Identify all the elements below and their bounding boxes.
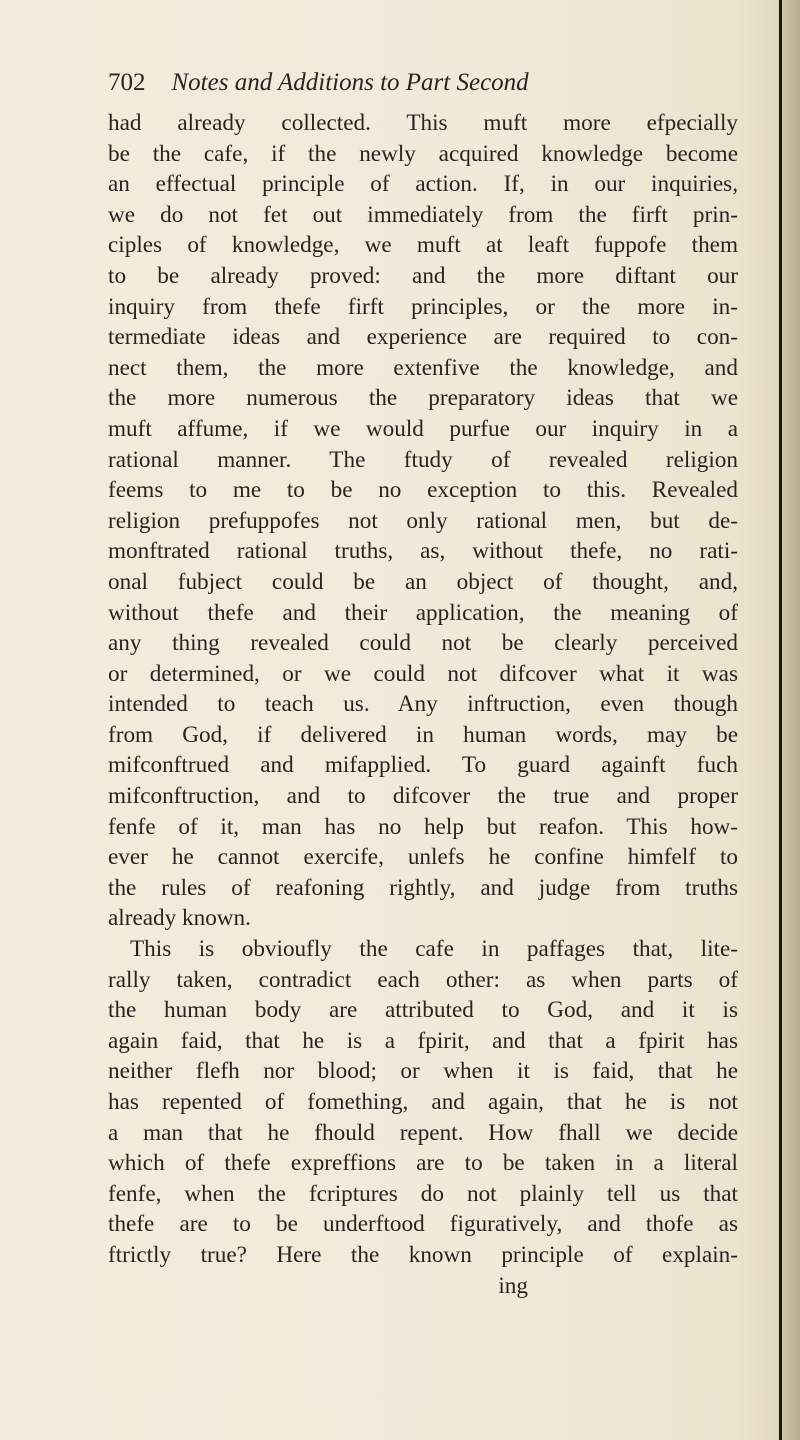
text-line: we do not fet out immediately from the firft prin-	[108, 201, 738, 228]
text-line: fenfe, when the fcriptures do not plainly tell us that	[108, 1180, 738, 1207]
text-line: rally taken, contradict each other: as when parts of	[108, 966, 738, 993]
text-line: muft affume, if we would purfue our inquiry in a	[108, 415, 738, 442]
running-title: Notes and Additions to Part Second	[171, 69, 529, 96]
text-line: inquiry from thefe firft principles, or the more in-	[108, 293, 738, 320]
text-line: already known.	[108, 905, 251, 932]
text-line: This is obvioufly the cafe in paffages that, lite-	[130, 936, 738, 963]
text-line: without thefe and their application, the meaning of	[108, 599, 738, 626]
text-line: the rules of reafoning rightly, and judge from truths	[108, 874, 738, 901]
text-line: intended to teach us. Any inftruction, even though	[108, 691, 738, 718]
text-line: the human body are attributed to God, and it is	[108, 997, 738, 1024]
running-head	[108, 66, 708, 100]
text-line: ftrictly true? Here the known principle of explain-	[108, 1241, 738, 1268]
text-line: a man that he fhould repent. How fhall we decide	[108, 1119, 738, 1146]
text-line: ever he cannot exercife, unlefs he confine himfelf to	[108, 844, 738, 871]
text-line: termediate ideas and experience are required to con-	[108, 324, 738, 351]
text-line: thefe are to be underftood figuratively, and thofe as	[108, 1211, 738, 1238]
text-line: neither flefh nor blood; or when it is faid, that he	[108, 1058, 738, 1085]
text-line: fenfe of it, man has no help but reafon. This how-	[108, 813, 738, 840]
text-line: rational manner. The ftudy of revealed religion	[108, 446, 738, 473]
text-line: monftrated rational truths, as, without thefe, no rati-	[108, 538, 738, 565]
text-line: the more numerous the preparatory ideas that we	[108, 385, 738, 412]
text-line: be the cafe, if the newly acquired knowledge become	[108, 140, 738, 167]
text-line: again faid, that he is a fpirit, and that a fpirit has	[108, 1027, 738, 1054]
text-line: mifconftrued and mifapplied. To guard againft fuch	[108, 752, 738, 779]
text-line: mifconftruction, and to difcover the true and proper	[108, 783, 738, 810]
body-text	[108, 108, 738, 1301]
page-number: 702	[108, 69, 146, 96]
text-line: religion prefuppofes not only rational men, but de-	[108, 507, 738, 534]
text-line: has repented of fomething, and again, that he is not	[108, 1089, 738, 1115]
text-line: an effectual principle of action. If, in our inquiries,	[108, 171, 738, 198]
text-line: to be already proved: and the more diftant our	[108, 262, 738, 289]
text-line: or determined, or we could not difcover what it was	[108, 660, 738, 687]
text-line: from God, if delivered in human words, may be	[108, 721, 738, 748]
text-line: which of thefe expreffions are to be taken in a literal	[108, 1150, 738, 1177]
text-line: onal fubject could be an object of thought, and,	[108, 568, 738, 595]
text-line: had already collected. This muft more efpecially	[108, 110, 738, 136]
text-line: nect them, the more extenfive the knowledge, and	[108, 354, 738, 381]
catchword: ing	[498, 1272, 528, 1299]
text-line: feems to me to be no exception to this. Revealed	[108, 477, 738, 504]
text-line: any thing revealed could not be clearly perceived	[108, 630, 738, 657]
page-edge-shadow	[779, 0, 782, 1440]
text-line: ciples of knowledge, we muft at leaft fuppofe them	[108, 232, 738, 259]
